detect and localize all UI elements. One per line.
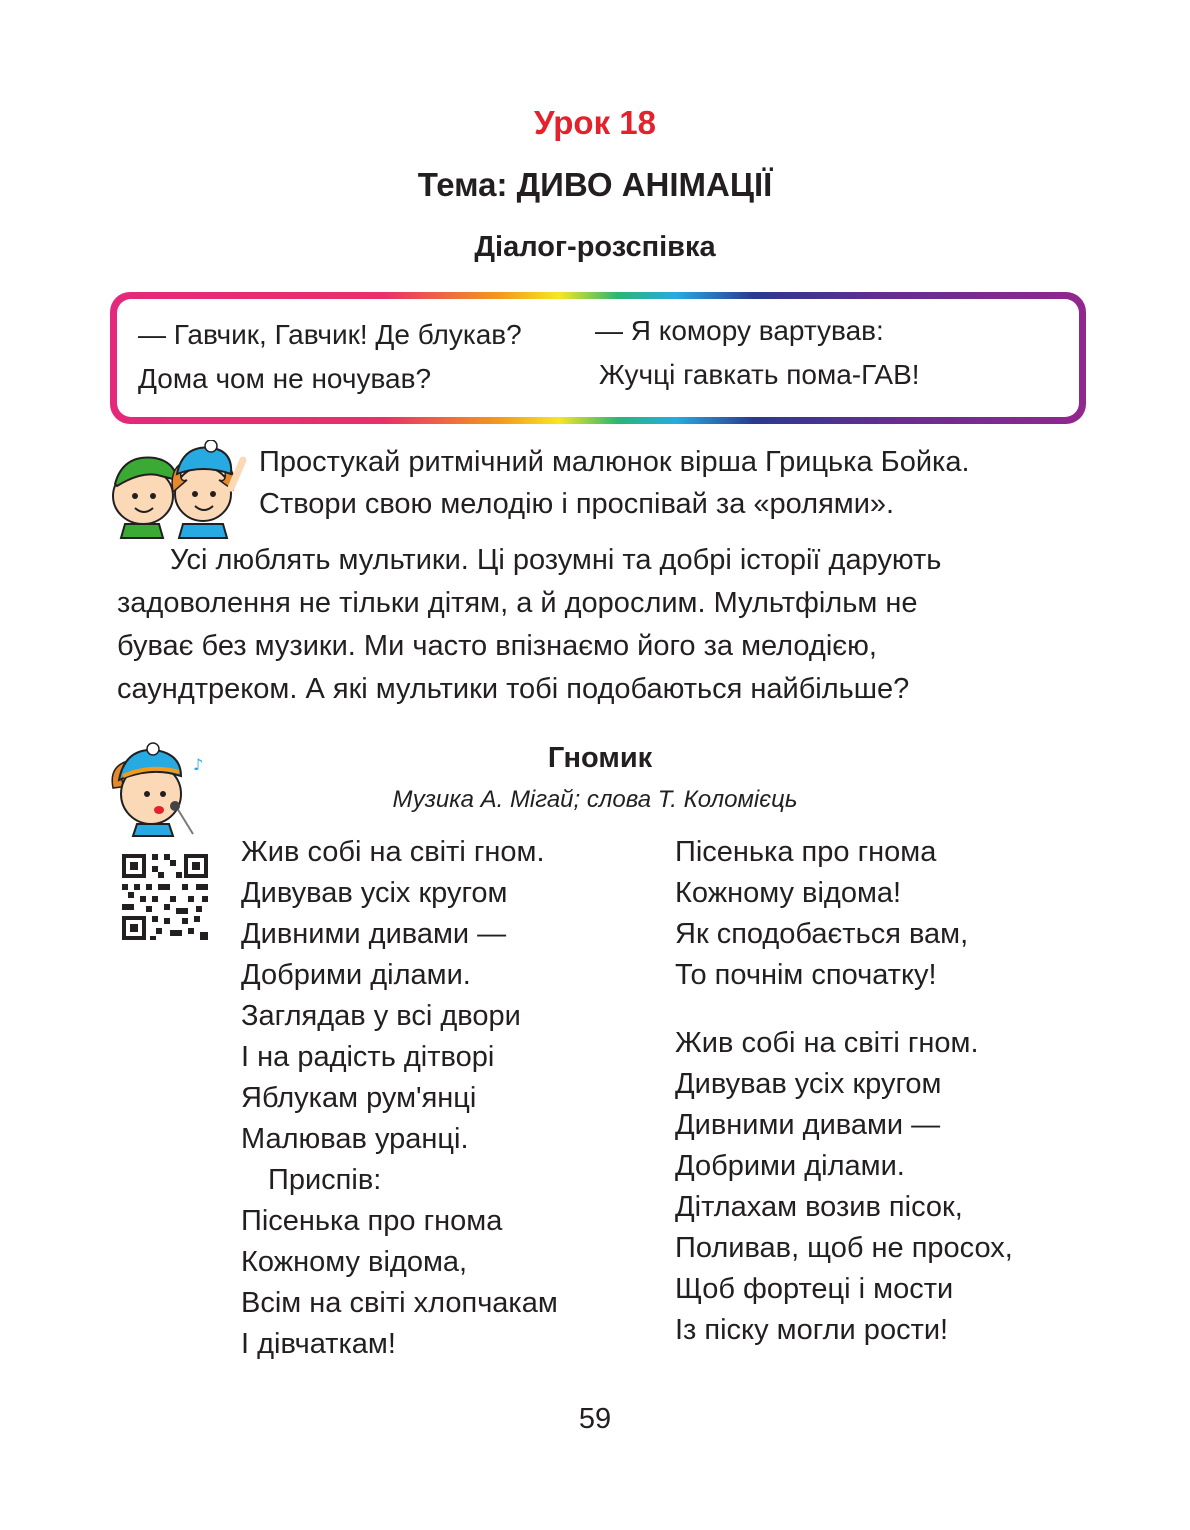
intro-line-1: Усі люблять мультики. Ці розумні та добрі історії дарують <box>170 544 942 576</box>
poem-right-s1-line-4: То почнім спочатку! <box>675 959 937 991</box>
task-line-2: Створи свою мелодію і проспівай за «ролями». <box>259 488 895 520</box>
poem-left-line-7: Яблукам рум'янці <box>241 1082 477 1114</box>
poem-chorus-label: Приспів: <box>268 1164 382 1196</box>
poem-right-s1-line-1: Пісенька про гнома <box>675 836 937 868</box>
poem-right-s2-line-5: Дітлахам возив пісок, <box>675 1191 963 1223</box>
poem-right-s2-line-2: Дивував усіх кругом <box>675 1068 942 1100</box>
poem-left-line-4: Добрими ділами. <box>241 959 471 991</box>
poem-right-s2-line-6: Поливав, щоб не просох, <box>675 1232 1013 1264</box>
lesson-topic: Тема: ДИВО АНІМАЦІЇ <box>417 166 773 203</box>
dialog-right-line-1: — Я комору вартував: <box>595 315 884 346</box>
poem-left-line-13: І дівчаткам! <box>241 1328 396 1360</box>
qr-code-icon <box>120 852 210 942</box>
song-title: Гномик <box>547 742 653 774</box>
poem-right-s2-line-4: Добрими ділами. <box>675 1150 905 1182</box>
poem-right-s2-line-7: Щоб фортеці і мости <box>675 1273 954 1305</box>
intro-line-4: саундтреком. А які мультики тобі подобаються найбільше? <box>117 673 910 705</box>
dialog-left-line-1: — Гавчик, Гавчик! Де блукав? <box>138 319 522 350</box>
poem-right-s2-line-3: Дивними дивами — <box>675 1109 941 1141</box>
poem-right-s2-line-8: Із піску могли рости! <box>675 1314 949 1346</box>
two-children-icon <box>103 440 249 540</box>
poem-right-s2-line-1: Жив собі на світі гном. <box>675 1027 979 1059</box>
dialog-left-line-2: Дома чом не ночував? <box>138 363 432 394</box>
poem-left-line-8: Малював уранці. <box>241 1123 469 1155</box>
poem-left-line-1: Жив собі на світі гном. <box>241 836 545 868</box>
dialog-box-inner <box>117 299 1079 417</box>
poem-left-line-5: Заглядав у всі двори <box>241 1000 521 1032</box>
task-line-1: Простукай ритмічний малюнок вірша Грицька Бойка. <box>259 446 970 478</box>
dialog-box <box>110 292 1086 424</box>
intro-line-3: буває без музики. Ми часто впізнаємо його за мелодією, <box>117 630 877 662</box>
svg-text:♪: ♪ <box>193 755 204 774</box>
dialog-right-line-2: Жучці гавкать пома-ГАВ! <box>599 359 920 390</box>
poem-right-s1-line-2: Кожному відома! <box>675 877 902 909</box>
poem-left-line-10: Пісенька про гнома <box>241 1205 503 1237</box>
poem-right-s1-line-3: Як сподобається вам, <box>675 918 969 950</box>
poem-left-line-3: Дивними дивами — <box>241 918 507 950</box>
page-number: 59 <box>578 1403 612 1435</box>
song-credits: Музика А. Мігай; слова Т. Коломієць <box>392 786 798 813</box>
intro-line-2: задоволення не тільки дітям, а й дорослим. Мультфільм не <box>117 587 918 619</box>
lesson-number: Урок 18 <box>534 104 656 141</box>
poem-left-line-6: І на радість дітворі <box>241 1041 495 1073</box>
section-heading: Діалог-розспівка <box>474 231 716 263</box>
poem-left-line-2: Дивував усіх кругом <box>241 877 508 909</box>
poem-left-line-12: Всім на світі хлопчакам <box>241 1287 558 1319</box>
poem-left-line-11: Кожному відома, <box>241 1246 468 1278</box>
